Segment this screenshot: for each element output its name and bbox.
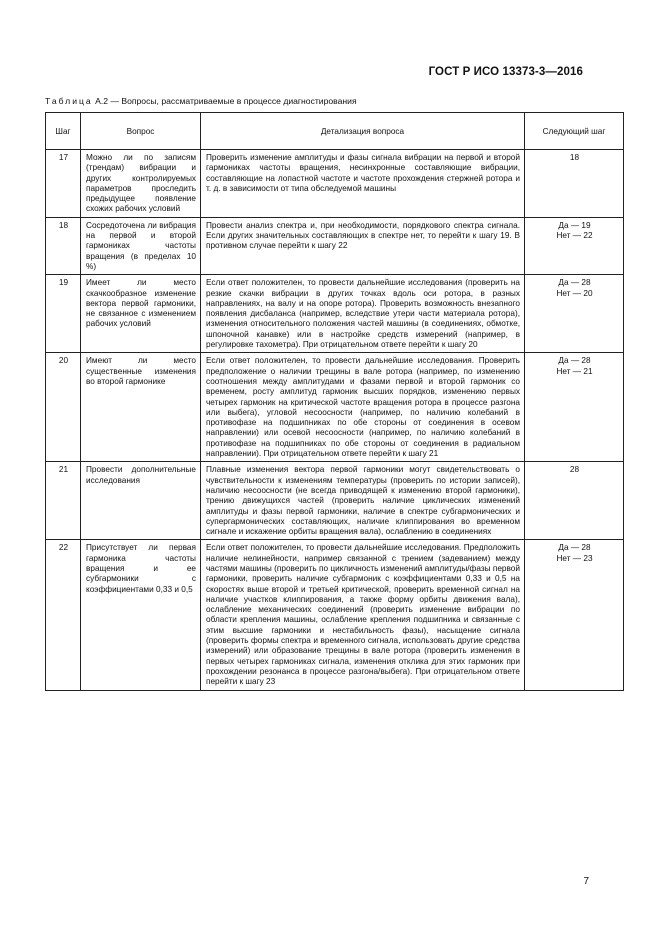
row-next-step: 18 xyxy=(525,150,624,218)
row-detail: Если ответ положителен, то провести дальнейшие исследования (проверить на резкие скачки вибрации в других точках вдоль оси ротора, в разных направлениях, на валу и на опоре ротора). Проверить возможность внезапного появления дисбаланса (например, вследствие утери части материала ротора), изменения относительного положения частей машины (в соединениях, обмотке, шпоночной канавке) или в настройке средств измерений (например, в регулировке тахометра). При отрицательном ответе перейти к шагу 20 xyxy=(201,275,525,353)
table-caption-text: А.2 — Вопросы, рассматриваемые в процессе диагностирования xyxy=(95,96,357,106)
row-question: Провести дополнительные исследования xyxy=(81,462,201,540)
header-detail: Детализация вопроса xyxy=(201,113,525,150)
page-number: 7 xyxy=(583,876,589,887)
table-caption xyxy=(45,96,357,106)
header-step: Шаг xyxy=(46,113,81,150)
row-next-step: Да — 28 Нет — 23 xyxy=(525,540,624,690)
diagnostics-table xyxy=(45,112,624,691)
row-next-step: Да — 28 Нет — 21 xyxy=(525,353,624,462)
row-question: Можно ли по записям (трендам) вибрации и других контролируемых параметров проследить предыдущее появление схожих рабочих условий xyxy=(81,150,201,218)
table-row xyxy=(46,462,624,540)
row-detail: Если ответ положителен, то провести дальнейшие исследования. Предположить наличие нелинейности, например связанной с трением (задеванием) между частями машины (проверить по цикличность изменений амплитуды/фазы первой гармоники, проверить наличие субгармоник с коэффициентами 0,33 и 0,5 на скоростях выше второй и третьей критической, проверить временной сигнал на наличие участков клиппирования, а также форму орбиты движения вала), ослабление механических соединений (проверить изменение вибрации по области крепления машины, ослабление крепления подшипника и связанные с этим высшие гармоники и нестабильность фазы), насыщение сигнала (проверить формы спектра и временного сигнала, использовать другие средства измерений) или образование трещины в вале ротора (проверить изменения в первых четырех гармониках сигнала, изменения отклика для этих гармоник при прохождении резонанса в процессе разгона/выбега). При отрицательном ответе перейти к шагу 23 xyxy=(201,540,525,690)
header-next-step: Следующий шаг xyxy=(525,113,624,150)
row-next-step: Да — 19 Нет — 22 xyxy=(525,217,624,274)
row-detail: Если ответ положителен, то провести дальнейшие исследования. Проверить предположение о наличии трещины в вале ротора (например, по изменению соотношения между амплитудами и фазами первой и второй гармоник со временем, росту амплитуд гармоник высших порядков, изменению первых четырех гармоник на критической частоте вращения ротора в процессе разгона или выбега), угловой несоосности (например, по наличию колебаний в противофазе на подшипниках по обе стороны от соединения в осевом направлении) или осевой несоосности (например, по наличию колебаний в противофазе на подшипниках по обе стороны от соединения в радиальном направлении). При отрицательном ответе перейти к шагу 21 xyxy=(201,353,525,462)
row-question: Имеют ли место существенные изменения во второй гармонике xyxy=(81,353,201,462)
row-step: 20 xyxy=(46,353,81,462)
table-row xyxy=(46,150,624,218)
row-question: Присутствует ли первая гармоника частоты вращения и ее субгармоники с коэффициентами 0,33 и 0,5 xyxy=(81,540,201,690)
row-next-step: Да — 28 Нет — 20 xyxy=(525,275,624,353)
row-step: 19 xyxy=(46,275,81,353)
row-question: Сосредоточена ли вибрация на первой и второй гармониках частоты вращения (в пределах 10 %) xyxy=(81,217,201,274)
table-row xyxy=(46,540,624,690)
table-row xyxy=(46,275,624,353)
row-step: 21 xyxy=(46,462,81,540)
row-step: 17 xyxy=(46,150,81,218)
row-detail: Провести анализ спектра и, при необходимости, порядкового спектра сигнала. Если других значительных составляющих в спектре нет, то перейти к шагу 19. В противном случае перейти к шагу 22 xyxy=(201,217,525,274)
header-question: Вопрос xyxy=(81,113,201,150)
table-row xyxy=(46,353,624,462)
row-detail: Плавные изменения вектора первой гармоники могут свидетельствовать о чувствительности к изменениям температуры (проверить по истории записей), наличию несоосности (не всегда приводящей к изменению второй гармоники), трению движущихся частей (проверить наличие циклических изменений амплитуды и фазы первой гармоники, наличие в спектре субгармонических и супергармонических составляющих, наличие клиппирования во временном сигнале и искажение орбиты вращения вала), ослаблению в соединениях xyxy=(201,462,525,540)
table-caption-label: Таблица xyxy=(45,96,93,106)
table-header-row xyxy=(46,113,624,150)
row-step: 22 xyxy=(46,540,81,690)
document-code: ГОСТ Р ИСО 13373-3—2016 xyxy=(428,66,583,78)
row-detail: Проверить изменение амплитуды и фазы сигнала вибрации на первой и второй гармониках частоты вращения, несинхронные составляющие вибрации, составляющие на лопастной частоте и частоте прохождения стержней ротора и т. д. в зависимости от типа обследуемой машины xyxy=(201,150,525,218)
table-row xyxy=(46,217,624,274)
row-step: 18 xyxy=(46,217,81,274)
row-question: Имеет ли место скачкообразное изменение вектора первой гармоники, не связанное с изменением рабочих условий xyxy=(81,275,201,353)
row-next-step: 28 xyxy=(525,462,624,540)
